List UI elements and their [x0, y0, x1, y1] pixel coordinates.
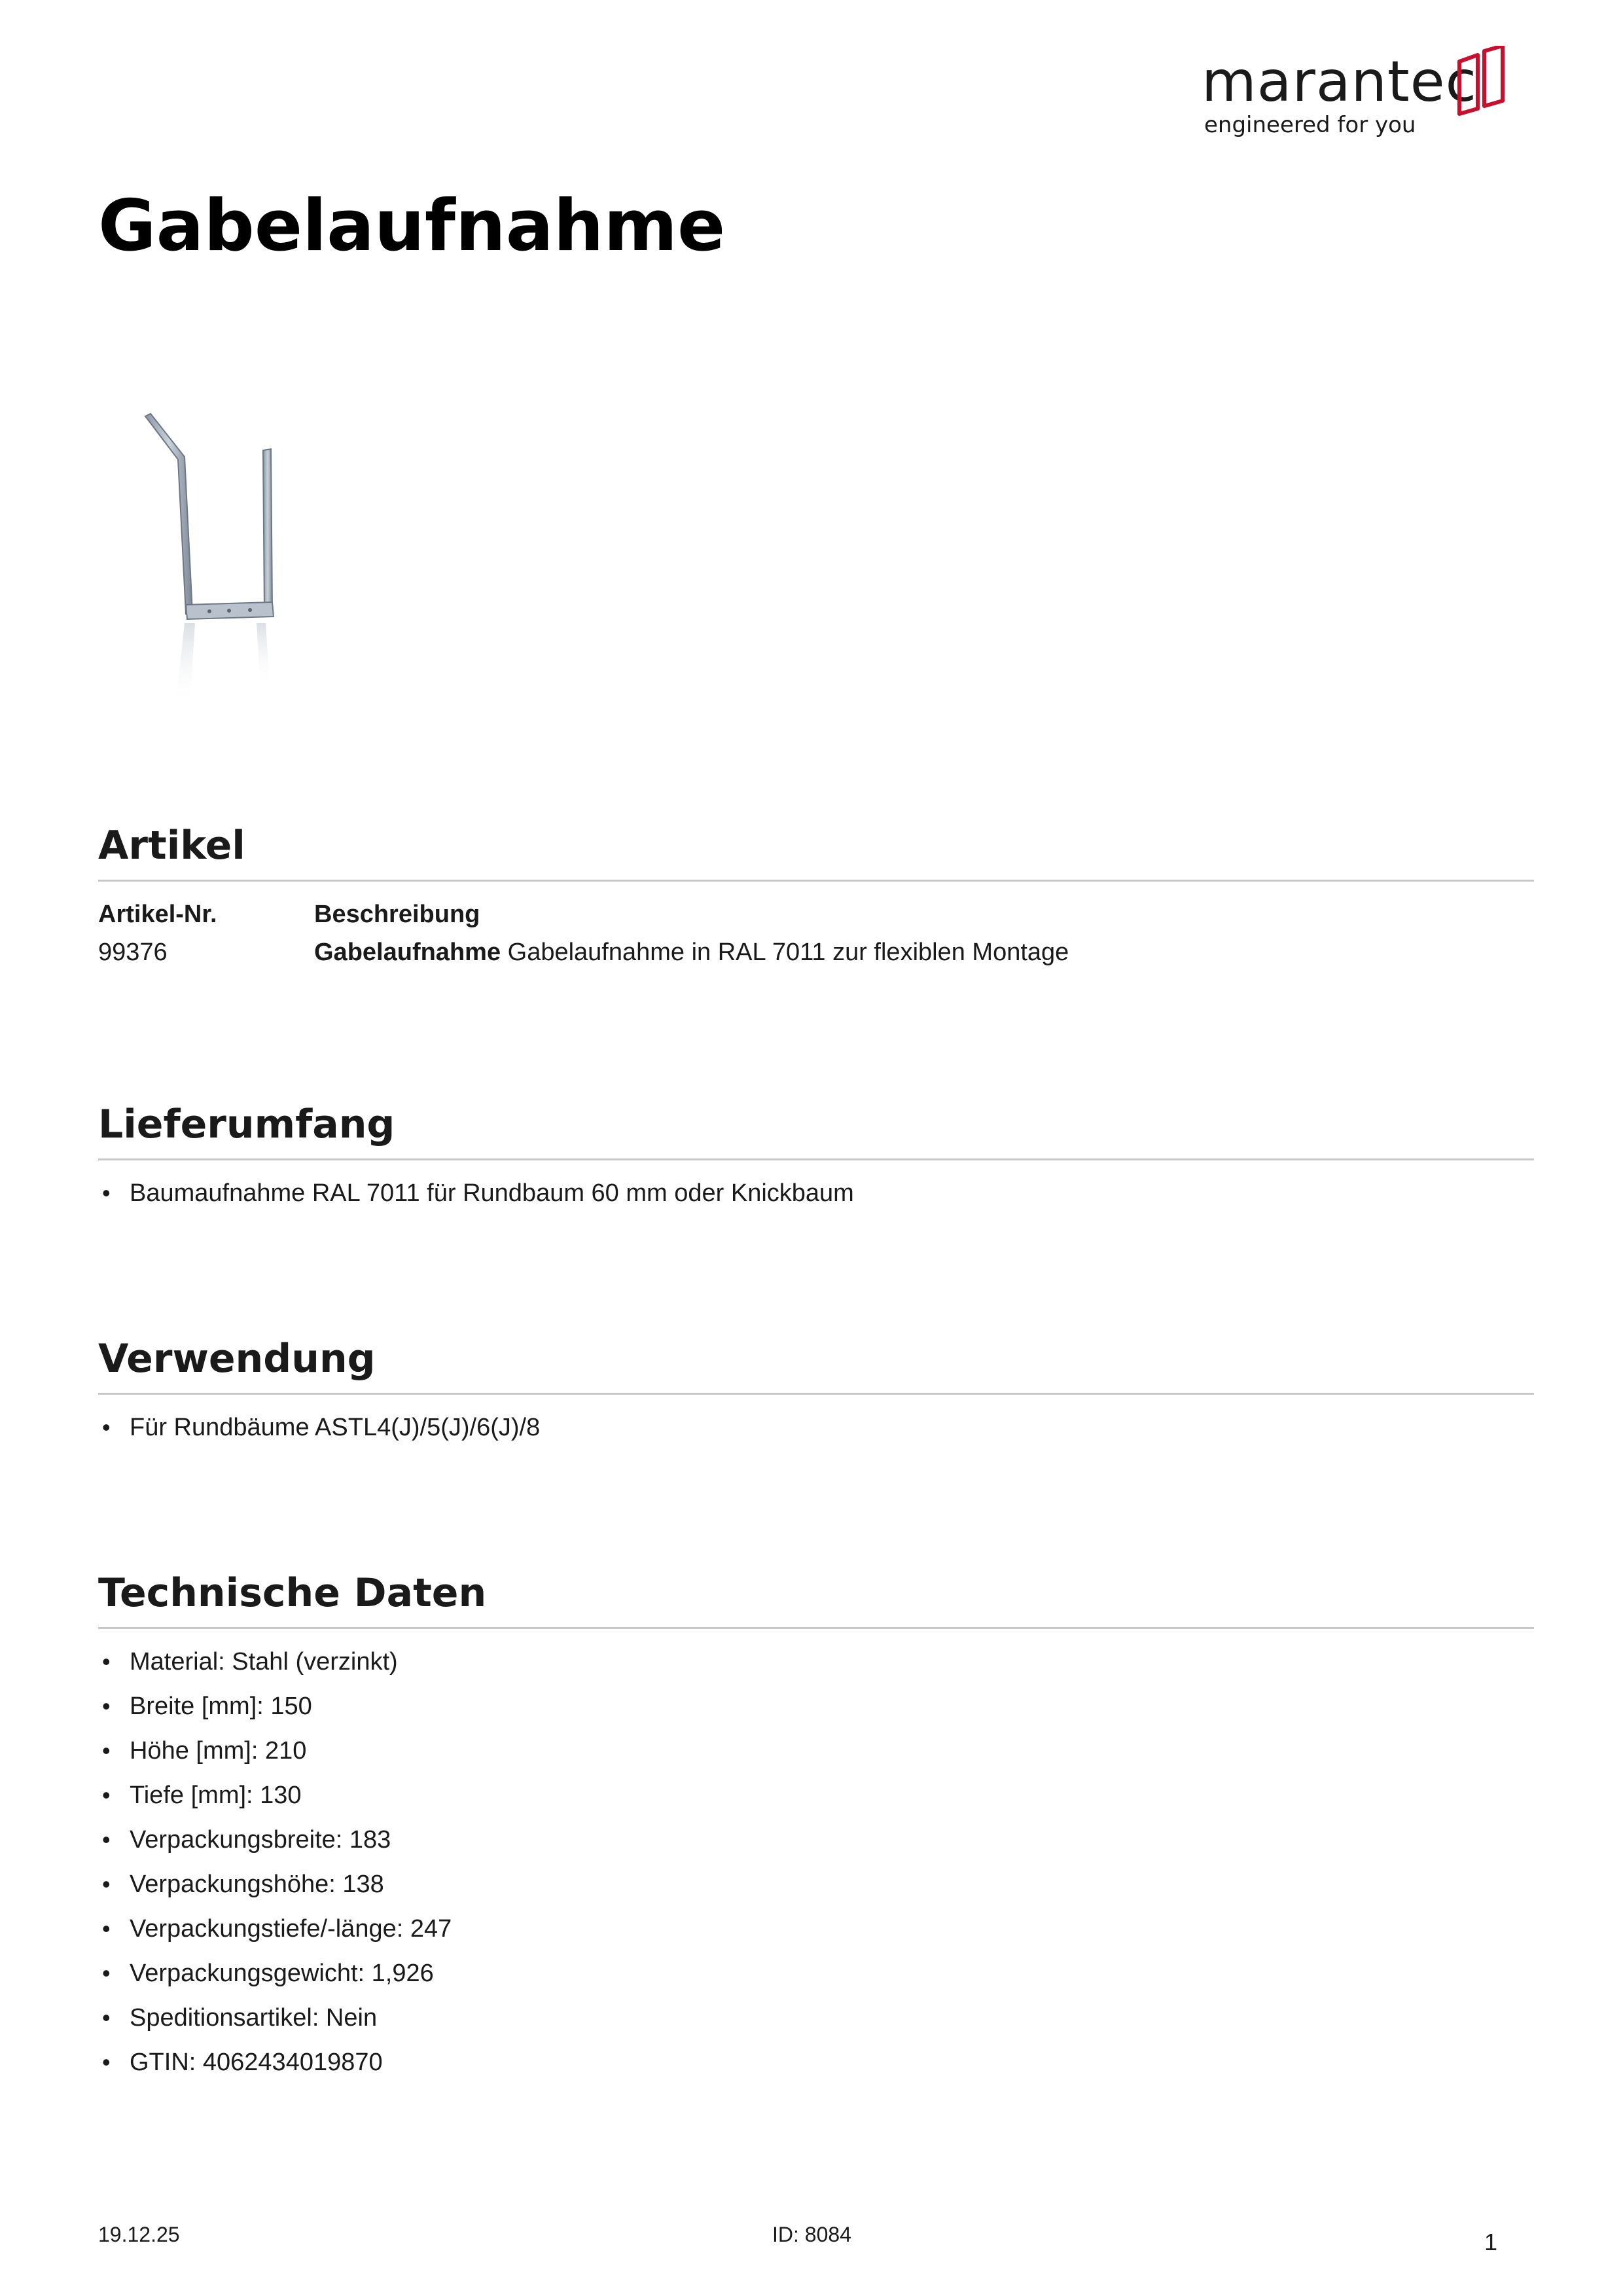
list-item: • Breite [mm]: 150	[98, 1684, 1534, 1729]
product-image	[98, 380, 347, 746]
footer-date: 19.12.25	[98, 2223, 180, 2246]
description-bold: Gabelaufnahme	[314, 939, 501, 966]
article-number-value: 99376	[98, 939, 168, 966]
list-item: • Material: Stahl (verzinkt)	[98, 1640, 1534, 1684]
brand-logo	[1202, 41, 1503, 145]
list-item: • Verpackungstiefe/-länge: 247	[98, 1907, 1534, 1951]
article-number-header: Artikel-Nr.	[98, 901, 217, 928]
list-item: • Tiefe [mm]: 130	[98, 1773, 1534, 1818]
footer-id: ID: 8084	[772, 2223, 851, 2246]
list-item: • Für Rundbäume ASTL4(J)/5(J)/6(J)/8	[98, 1405, 1534, 1450]
section-verwendung	[98, 1336, 1534, 1450]
section-heading: Lieferumfang	[98, 1105, 1534, 1160]
list-item: • GTIN: 4062434019870	[98, 2040, 1534, 2085]
section-heading: Verwendung	[98, 1339, 1534, 1395]
section-artikel	[98, 823, 1534, 882]
section-technische-daten	[98, 1570, 1534, 2085]
verwendung-list	[98, 1405, 1534, 1450]
list-item: • Verpackungsbreite: 183	[98, 1818, 1534, 1862]
brand-name: marantec	[1202, 49, 1477, 115]
footer-page-number: 1	[1484, 2229, 1498, 2255]
technische-daten-list	[98, 1640, 1534, 2085]
list-item: • Baumaufnahme RAL 7011 für Rundbaum 60 mm oder Knickbaum	[98, 1171, 1534, 1215]
list-item: • Speditionsartikel: Nein	[98, 1996, 1534, 2040]
section-heading: Artikel	[98, 826, 1534, 882]
page-title: Gabelaufnahme	[98, 185, 726, 267]
brand-tagline: engineered for you	[1204, 112, 1416, 138]
list-item: • Verpackungshöhe: 138	[98, 1862, 1534, 1907]
lieferumfang-list	[98, 1171, 1534, 1215]
brand-mark-icon	[1455, 46, 1507, 118]
list-item: • Höhe [mm]: 210	[98, 1729, 1534, 1773]
list-item: • Verpackungsgewicht: 1,926	[98, 1951, 1534, 1996]
description-text: Gabelaufnahme in RAL 7011 zur flexiblen Montage	[501, 939, 1069, 966]
description-value	[314, 940, 1069, 965]
description-header: Beschreibung	[314, 901, 480, 928]
section-lieferumfang	[98, 1102, 1534, 1215]
section-heading: Technische Daten	[98, 1573, 1534, 1629]
